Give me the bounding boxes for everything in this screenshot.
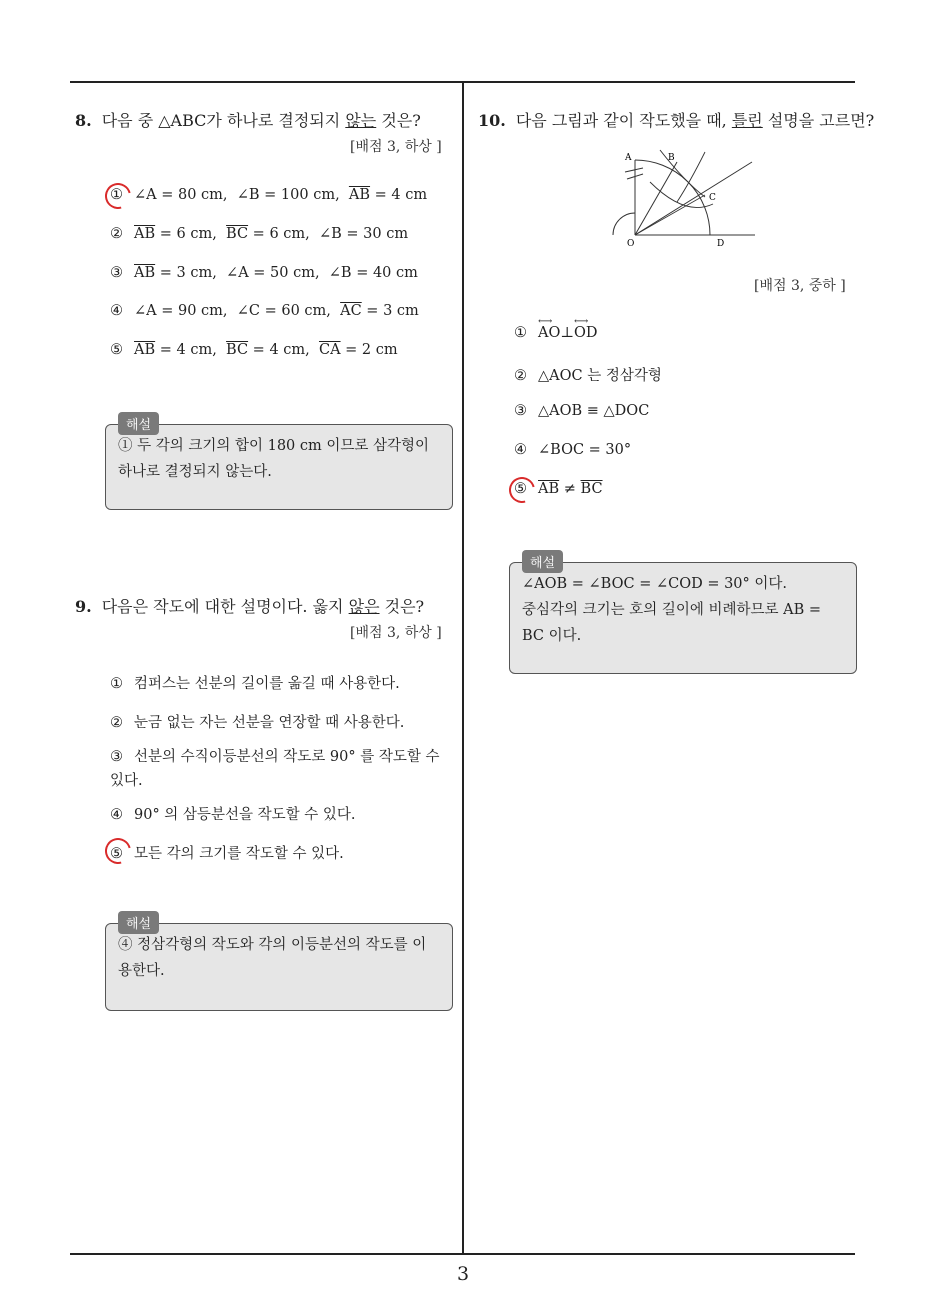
q8-option-2[interactable] bbox=[110, 226, 408, 242]
q9-option-4[interactable] bbox=[110, 803, 355, 824]
q8-option-4[interactable] bbox=[110, 303, 419, 319]
question-8-score: [배점 3, 하상 ] bbox=[350, 139, 442, 155]
option-mark: ④ bbox=[110, 303, 123, 319]
label-c: C bbox=[709, 193, 716, 203]
option-mark: ① bbox=[514, 325, 527, 341]
question-8-title bbox=[75, 108, 421, 131]
option-mark: ② bbox=[110, 715, 123, 731]
underlined-word: 않은 bbox=[348, 597, 380, 616]
column-divider bbox=[462, 82, 464, 1253]
option-text: 컴퍼스는 선분의 길이를 옮길 때 사용한다. bbox=[134, 676, 400, 692]
title-text: 설명을 고르면? bbox=[762, 111, 875, 130]
option-text: 선분의 수직이등분선의 작도로 90° 를 작도할 수 있다. bbox=[110, 749, 440, 789]
option-text: ∠A = 80 cm, ∠B = 100 cm, $\overline{AB} = 4$ cm bbox=[134, 187, 428, 203]
title-text: 다음 그림과 같이 작도했을 때, bbox=[515, 111, 732, 130]
question-number: 10. bbox=[478, 111, 506, 130]
option-mark: ③ bbox=[514, 403, 527, 419]
explanation-tag: 해설 bbox=[118, 412, 159, 435]
explanation-line-2: 중심각의 크기는 호의 길이에 비례하므로 AB = BC 이다. bbox=[522, 602, 822, 644]
option-text: △AOB ≡ △DOC bbox=[538, 403, 650, 419]
q8-option-5[interactable] bbox=[110, 342, 398, 358]
label-d: D bbox=[717, 239, 725, 249]
question-8-explanation bbox=[105, 424, 453, 510]
explanation-line-1: ∠AOB = ∠BOC = ∠COD = 30° 이다. bbox=[522, 576, 788, 592]
label-b: B bbox=[668, 153, 675, 163]
question-10-score: [배점 3, 중하 ] bbox=[754, 278, 846, 294]
construction-figure bbox=[605, 142, 760, 257]
question-number: 8. bbox=[75, 111, 92, 130]
option-mark: ③ bbox=[110, 265, 123, 281]
q9-option-2[interactable] bbox=[110, 711, 404, 732]
q10-option-1[interactable] bbox=[514, 316, 598, 341]
title-text: 것은? bbox=[379, 597, 425, 616]
label-o: O bbox=[627, 239, 635, 249]
question-9-title bbox=[75, 594, 424, 617]
option-mark: ① bbox=[110, 676, 123, 692]
option-text: AO ⟷ ⊥OD ⟷ bbox=[538, 316, 598, 341]
option-text: $\overline{AB} \ne \overline{BC}$ bbox=[538, 481, 603, 497]
option-text: 모든 각의 크기를 작도할 수 있다. bbox=[134, 846, 344, 862]
question-10-explanation bbox=[509, 562, 857, 674]
title-text: 다음 중 △ABC가 하나로 결정되지 bbox=[101, 111, 346, 130]
option-text: $\overline{AB} = 4$ cm, $\overline{BC} = 4$ cm, $\overline{CA} = 2$ cm bbox=[134, 342, 398, 358]
q9-option-5[interactable] bbox=[110, 842, 344, 863]
option-mark: ④ bbox=[110, 807, 123, 823]
explanation-text: ④ 정삼각형의 작도와 각의 이등분선의 작도를 이용한다. bbox=[118, 937, 427, 979]
q10-option-5[interactable] bbox=[514, 481, 603, 497]
underlined-word: 않는 bbox=[345, 111, 377, 130]
option-text: △AOC 는 정삼각형 bbox=[538, 368, 662, 384]
question-9-score: [배점 3, 하상 ] bbox=[350, 625, 442, 641]
q10-option-4[interactable] bbox=[514, 442, 631, 458]
q9-option-1[interactable] bbox=[110, 672, 400, 693]
title-text: 것은? bbox=[376, 111, 421, 130]
q10-option-3[interactable] bbox=[514, 403, 649, 419]
explanation-tag: 해설 bbox=[118, 911, 159, 934]
option-mark: ⑤ bbox=[110, 342, 123, 358]
bottom-rule bbox=[70, 1253, 855, 1255]
option-text: ∠BOC = 30° bbox=[538, 442, 632, 458]
option-mark: ⑤ bbox=[514, 481, 527, 497]
question-10-title bbox=[478, 108, 874, 131]
option-text: 눈금 없는 자는 선분을 연장할 때 사용한다. bbox=[134, 715, 405, 731]
q8-option-1[interactable] bbox=[110, 187, 427, 203]
title-text: 다음은 작도에 대한 설명이다. 옳지 bbox=[101, 597, 349, 616]
option-mark: ⑤ bbox=[110, 846, 123, 862]
option-mark: ② bbox=[110, 226, 123, 242]
q9-option-3[interactable] bbox=[110, 745, 450, 793]
underlined-word: 틀린 bbox=[731, 111, 763, 130]
option-text: ∠A = 90 cm, ∠C = 60 cm, $\overline{AC} = 3$ cm bbox=[134, 303, 419, 319]
option-text: 90° 의 삼등분선을 작도할 수 있다. bbox=[134, 807, 356, 823]
option-text: $\overline{AB} = 6$ cm, $\overline{BC} = 6$ cm, ∠B = 30 cm bbox=[134, 226, 409, 242]
option-mark: ④ bbox=[514, 442, 527, 458]
explanation-text: ① 두 각의 크기의 합이 180 cm 이므로 삼각형이 하나로 결정되지 않는다. bbox=[118, 438, 430, 480]
option-text: $\overline{AB} = 3$ cm, ∠A = 50 cm, ∠B = 40 cm bbox=[134, 265, 418, 281]
q8-option-3[interactable] bbox=[110, 265, 418, 281]
page-number: 3 bbox=[456, 1263, 470, 1285]
option-mark: ① bbox=[110, 187, 123, 203]
q10-option-2[interactable] bbox=[514, 364, 662, 385]
question-number: 9. bbox=[75, 597, 92, 616]
question-9-explanation bbox=[105, 923, 453, 1011]
explanation-tag: 해설 bbox=[522, 550, 563, 573]
label-a: A bbox=[625, 153, 632, 163]
option-mark: ② bbox=[514, 368, 527, 384]
option-mark: ③ bbox=[110, 749, 123, 765]
